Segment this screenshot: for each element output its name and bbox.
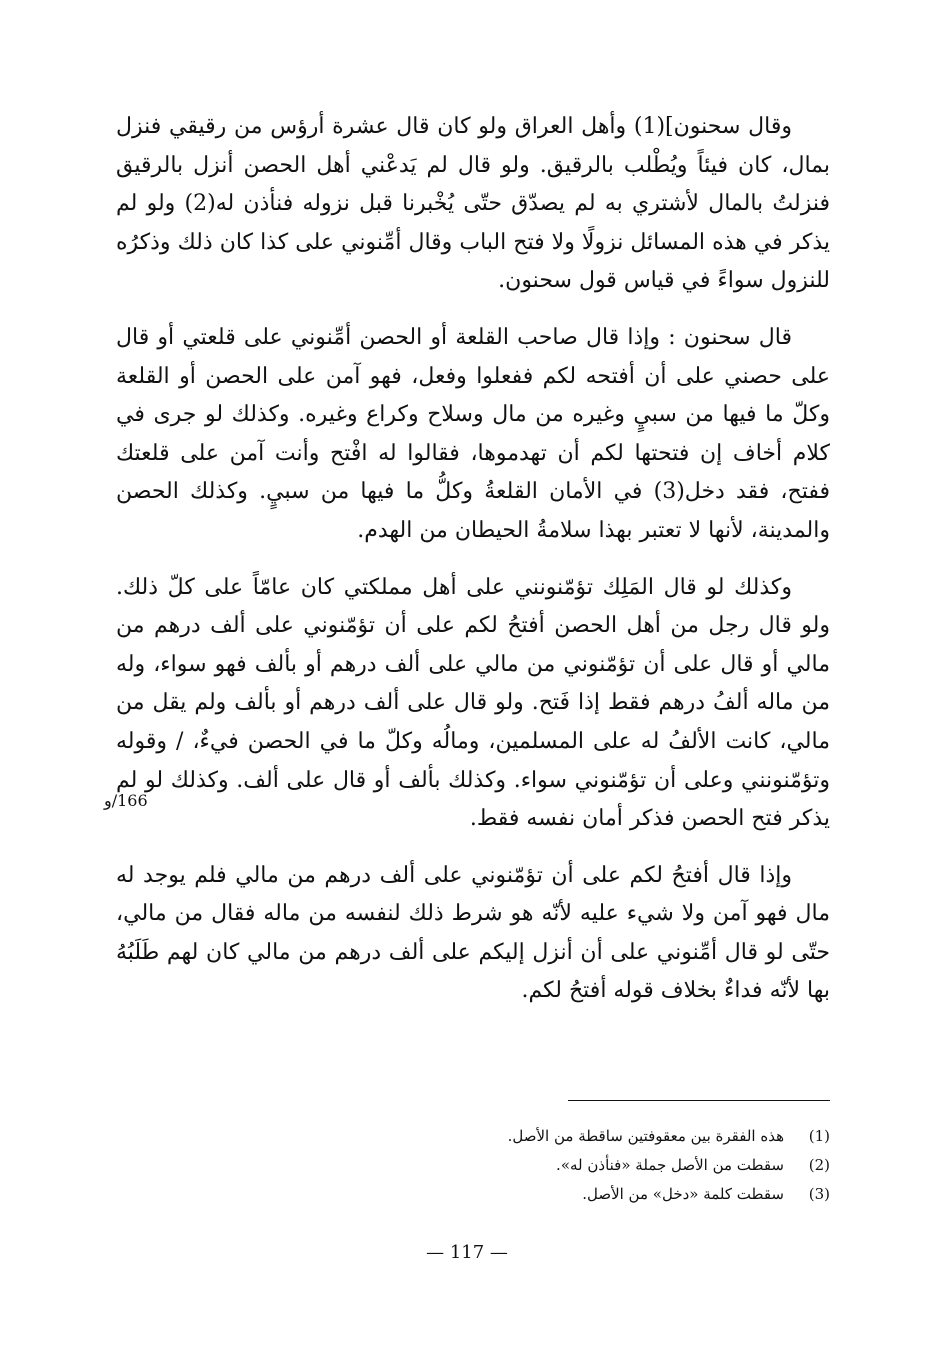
- footnote-number: (3): [808, 1185, 830, 1203]
- footnote-text: سقطت من الأصل جملة «فنأذن له».: [556, 1156, 784, 1174]
- paragraph-4: وإذا قال أفتحُ لكم على أن تؤمّنوني على ألف درهم من مالي فلم يوجد له مال فهو آمن ولا شيء عليه لأنّه هو شرط ذلك لنفسه من ماله فقال من مالي، حتّى لو قال أمِّنوني على أن أنزل إليكم على ألف درهم من مالي كان لهم طَلَبُهُ بها لأنّه فداءٌ بخلاف قوله أفتحُ لكم.: [116, 862, 830, 1004]
- footnote-number: (1): [808, 1127, 830, 1145]
- footnote-3: [330, 1180, 830, 1209]
- footnote-2: [330, 1151, 830, 1180]
- footnote-divider: [568, 1100, 830, 1101]
- footnote-1: [330, 1122, 830, 1151]
- page-number: — 117 —: [426, 1242, 508, 1263]
- paragraph-1: وقال سحنون](1) وأهل العراق ولو كان قال عشرة أرؤس من رقيقي فنزل بمال، كان فيئاً ويُطْلب بالرقيق. ولو قال لم يَدعْني أهل الحصن أنزل بالرقيق فنزلتُ بالمال لأشتري به لم يصدّق حتّى يُخْبرنا قبل نزوله فنأذن له(2) ولو لم يذكر في هذه المسائل نزولًا ولا فتح الباب وقال أمِّنوني على كذا كان ذلك وذكرُه للنزول سواءً في قياس قول سحنون.: [116, 114, 830, 294]
- main-text: [116, 108, 830, 1011]
- footnote-number: (2): [808, 1156, 830, 1174]
- folio-marker: 166/و: [104, 791, 148, 810]
- footnote-text: سقطت كلمة «دخل» من الأصل.: [582, 1185, 784, 1203]
- paragraph-2: قال سحنون : وإذا قال صاحب القلعة أو الحصن أمِّنوني على قلعتي أو قال على حصني على أن أفتحه لكم ففعلوا وفعل، فهو آمن على الحصن أو القلعة وكلّ ما فيها من سبيٍ وغيره من مال وسلاح وكراع وغيره. وكذلك لو جرى في كلام أخاف إن فتحتها لكم أن تهدموها، فقالوا له افْتح وأنت آمن على قلعتك ففتح، فقد دخل(3) في الأمان القلعةُ وكلُّ ما فيها من سبيٍ. وكذلك الحصن والمدينة، لأنها لا تعتبر بهذا سلامةُ الحيطان من الهدم.: [116, 324, 831, 543]
- paragraph-3: وكذلك لو قال المَلِك تؤمّنونني على أهل مملكتي كان عامّاً على كلّ ذلك. ولو قال رجل من أهل الحصن أفتحُ لكم على أن تؤمّنوني على ألف درهم من مالي أو قال على أن تؤمّنوني من مالي على ألف درهم أو بألف فهو سواء، وله من ماله ألفُ درهم فقط إذا فَتح. ولو قال على ألف درهم أو بألف ولم يقل من مالي، كانت الألفُ له على المسلمين، ومالُه وكلّ ما في الحصن فيءٌ، / وقوله وتؤمّنونني وعلى أن تؤمّنوني سواء. وكذلك بألف أو قال على ألف. وكذلك لو لم يذكر فتح الحصن فذكر أمان نفسه فقط.: [116, 574, 830, 832]
- footnotes: [330, 1122, 830, 1209]
- footnote-text: هذه الفقرة بين معقوفتين ساقطة من الأصل.: [507, 1127, 784, 1145]
